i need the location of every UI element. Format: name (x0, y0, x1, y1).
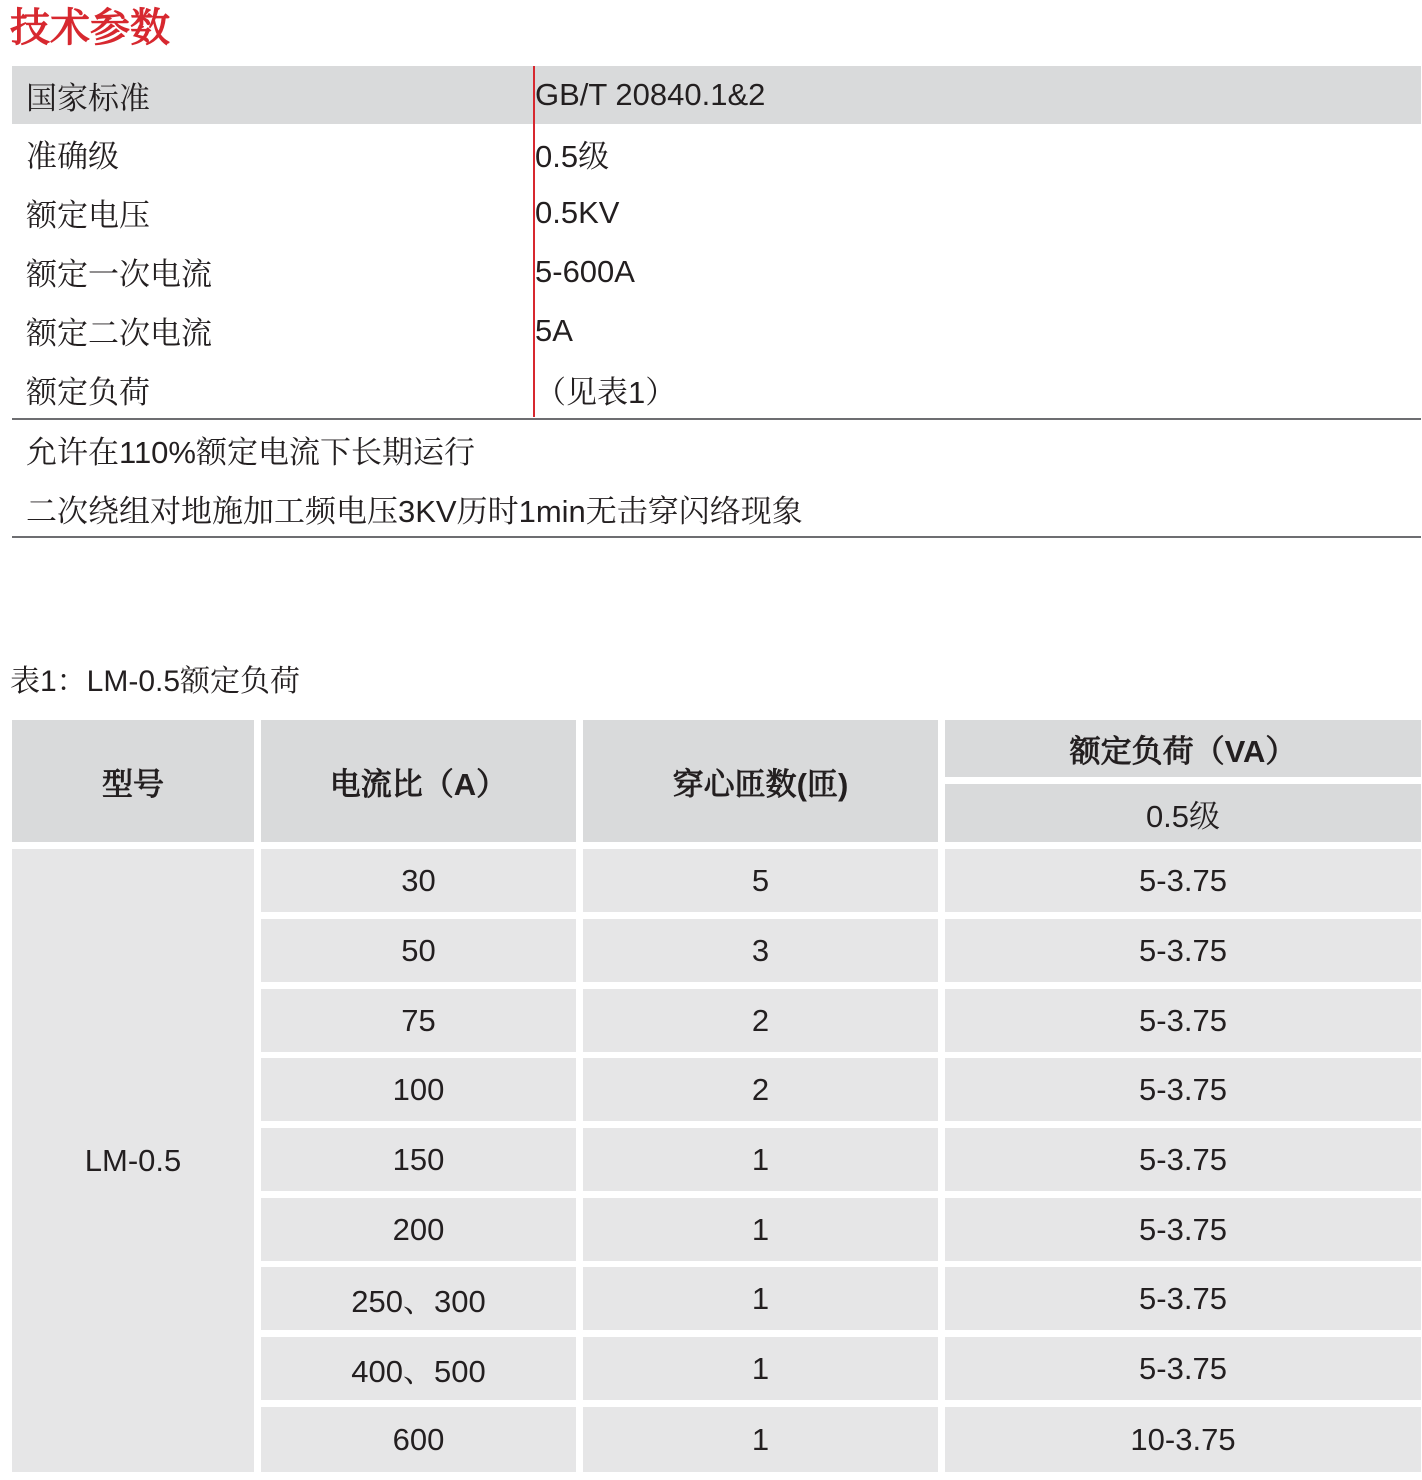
spec-value: 0.5级 (535, 139, 610, 174)
ratio-cell: 50 (261, 919, 576, 982)
spec-value: 0.5KV (535, 194, 620, 230)
turns-cell: 2 (583, 1058, 938, 1121)
turns-cell: 1 (583, 1407, 938, 1472)
turns-cell: 1 (583, 1267, 938, 1330)
spec-value: 5-600A (535, 253, 635, 289)
spec-note: 允许在110%额定电流下长期运行 (26, 435, 475, 470)
load-cell: 5-3.75 (945, 1198, 1421, 1261)
turns-cell: 1 (583, 1337, 938, 1400)
load-cell: 5-3.75 (945, 1128, 1421, 1191)
turns-cell: 3 (583, 919, 938, 982)
spec-label: 额定电压 (26, 198, 150, 233)
section-title: 技术参数 (10, 6, 170, 50)
spec-note: 二次绕组对地施加工频电压3KV历时1min无击穿闪络现象 (26, 494, 803, 529)
load-cell: 10-3.75 (945, 1407, 1421, 1472)
ratio-cell: 400、500 (261, 1337, 576, 1400)
spec-row (12, 360, 1421, 419)
ratio-cell: 75 (261, 989, 576, 1052)
load-cell: 5-3.75 (945, 1058, 1421, 1121)
turns-cell: 2 (583, 989, 938, 1052)
spec-value: 5A (535, 312, 573, 348)
ratio-cell: 30 (261, 849, 576, 912)
spec-label: 准确级 (26, 139, 119, 174)
ratio-cell: 150 (261, 1128, 576, 1191)
spec-row (12, 301, 1421, 360)
header-model: 型号 (12, 720, 254, 842)
turns-cell: 5 (583, 849, 938, 912)
spec-label: 额定二次电流 (26, 316, 212, 351)
ratio-cell: 100 (261, 1058, 576, 1121)
header-load-class: 0.5级 (945, 784, 1421, 842)
spec-value: GB/T 20840.1&2 (535, 77, 766, 112)
turns-cell: 1 (583, 1128, 938, 1191)
load-cell: 5-3.75 (945, 919, 1421, 982)
header-turns: 穿心匝数(匝) (583, 720, 938, 842)
header-ratio: 电流比（A） (261, 720, 576, 842)
spec-row (12, 242, 1421, 301)
spec-label: 额定一次电流 (26, 257, 212, 292)
spec-row (12, 66, 1421, 124)
spec-value: （见表1） (535, 375, 677, 410)
spec-row (12, 183, 1421, 242)
model-cell: LM-0.5 (12, 849, 254, 1472)
load-cell: 5-3.75 (945, 1337, 1421, 1400)
ratio-cell: 200 (261, 1198, 576, 1261)
load-cell: 5-3.75 (945, 849, 1421, 912)
load-cell: 5-3.75 (945, 989, 1421, 1052)
ratio-cell: 250、300 (261, 1267, 576, 1330)
ratio-cell: 600 (261, 1407, 576, 1472)
header-load: 额定负荷（VA） (945, 720, 1421, 777)
turns-cell: 1 (583, 1198, 938, 1261)
column-divider (533, 66, 535, 417)
divider-line (12, 536, 1421, 538)
spec-label: 额定负荷 (26, 375, 150, 410)
spec-label: 国家标准 (26, 80, 150, 116)
spec-table (12, 66, 1421, 419)
table-caption: 表1：LM-0.5额定负荷 (10, 665, 301, 698)
load-cell: 5-3.75 (945, 1267, 1421, 1330)
spec-row (12, 124, 1421, 183)
